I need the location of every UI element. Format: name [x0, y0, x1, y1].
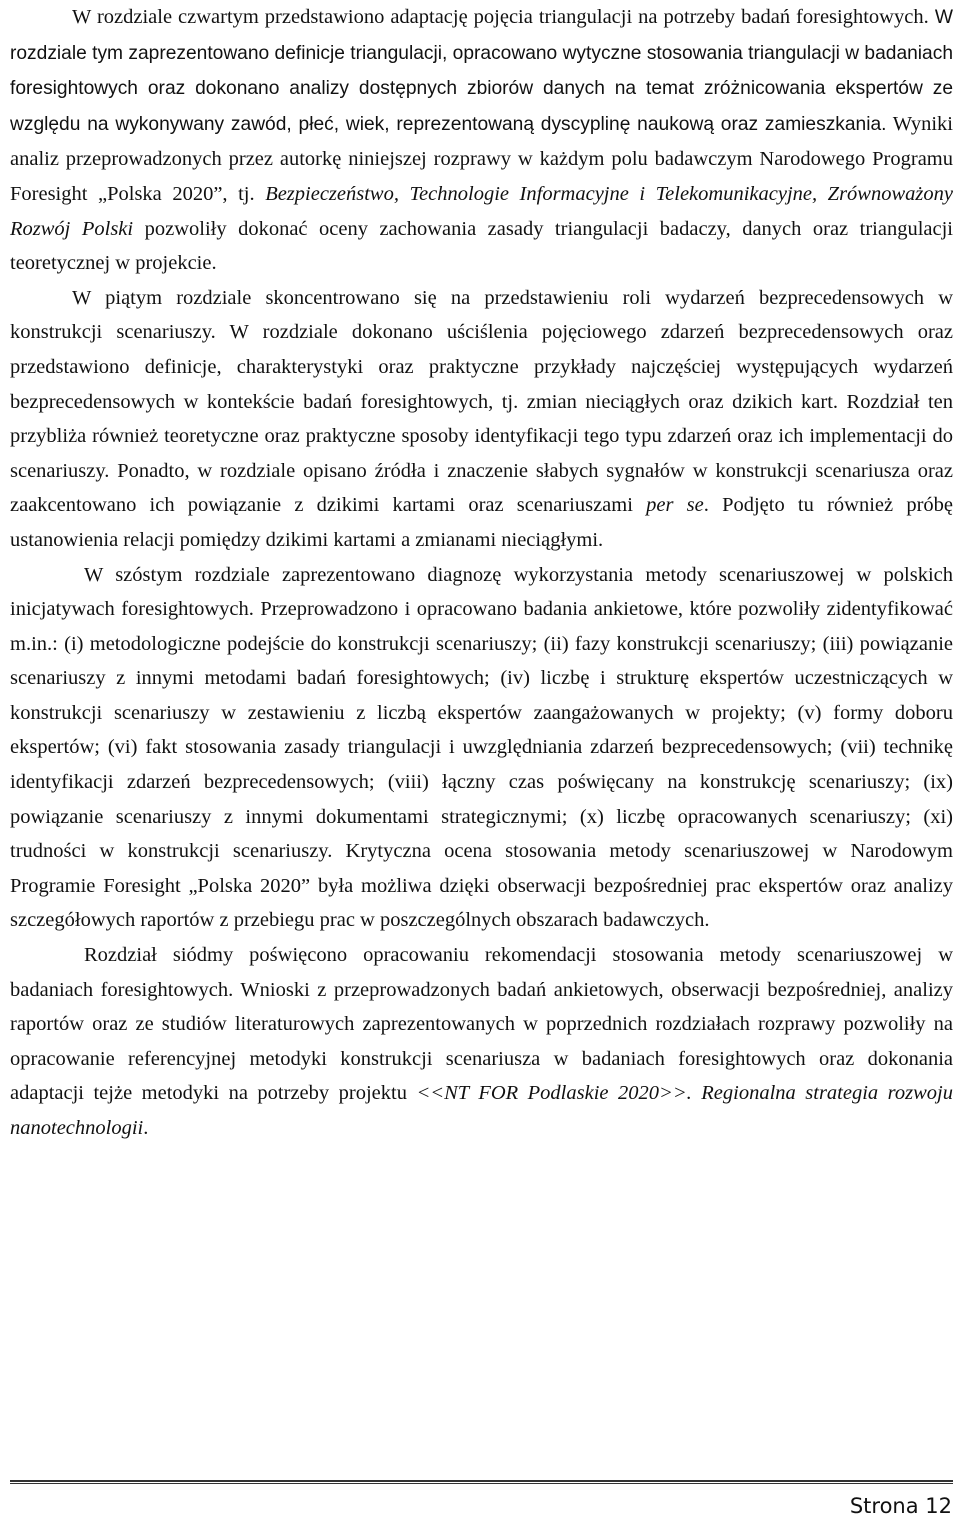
page-number: Strona 12 — [849, 1494, 952, 1518]
paragraph-chapter-five-per-se: per se — [646, 494, 704, 517]
footer-divider — [10, 1480, 953, 1484]
paragraph-chapter-four-body: W rozdziale tym zaprezentowano definicje triangulacji, opracowano wytyczne stosowania triangulacji w badaniach foresightowych oraz dokonano analizy dostępnych zbiorów danych na temat zróżnicowania ekspertów ze względu na wykonywany zawód, płeć, wiek, reprezentowaną dyscyplinę naukową oraz zamieszkania. — [10, 7, 953, 135]
paragraph-chapter-six: W szóstym rozdziale zaprezentowano diagnozę wykorzystania metody scenariuszowej w polskich inicjatywach foresightowych. Przeprowadzono i opracowano badania ankietowe, które pozwoliły zidentyfikować m.in.: (i) metodologiczne podejście do konstrukcji scenariuszy; (ii) fazy konstrukcji scenariuszy; (iii) powiązanie scenariuszy z innymi metodami badań foresightowych; (iv) liczbę i strukturę ekspertów uczestniczących w konstrukcji scenariuszy w zestawieniu z liczbą ekspertów zaangażowanych w projekty; (v) formy doboru ekspertów; (vi) fakt stosowania zasady triangulacji i uwzględniania zdarzeń bezprecedensowych; (vii) technikę identyfikacji zdarzeń bezprecedensowych; (viii) łączny czas poświęcany na konstrukcję scenariuszy; (ix) powiązanie scenariuszy z innymi dokumentami strategicznymi; (x) liczbę opracowanych scenariuszy; (xi) trudności w konstrukcji scenariuszy. Krytyczna ocena stosowania metody scenariuszowej w Narodowym Programie Foresight „Polska 2020” była możliwa dzięki obserwacji bezpośredniej prac ekspertów oraz analizy szczegółowych raportów z przebiegu prac w poszczególnych obszarach badawczych. — [10, 563, 953, 932]
paragraph-chapter-four-fields: Bezpieczeństwo, Technologie Informacyjne i Telekomunikacyjne, Zrównoważony Rozwój Polski — [10, 182, 953, 240]
paragraph-chapter-four — [10, 0, 953, 281]
paragraph-chapter-five — [10, 281, 953, 558]
document-page — [10, 0, 953, 1146]
paragraph-chapter-five-body: W piątym rozdziale skoncentrowano się na przedstawieniu roli wydarzeń bezprecedensowych w konstrukcji scenariuszy. W rozdziale dokonano uściślenia pojęciowego zdarzeń bezprecedensowych oraz przedstawiono definicje, charakterystyki oraz praktyczne przykłady najczęściej występujących wydarzeń bezprecedensowych w kontekście badań foresightowych, tj. zmian nieciągłych oraz dzikich kart. Rozdział ten przybliża również teoretyczne oraz praktyczne sposoby identyfikacji tego typu zdarzeń oraz ich implementacji do scenariuszy. Ponadto, w rozdziale opisano źródła i znaczenie słabych sygnałów w konstrukcji scenariusza oraz zaakcentowano ich powiązanie z dzikimi kartami oraz scenariuszami — [10, 286, 953, 517]
paragraph-chapter-four-intro: W rozdziale czwartym przedstawiono adaptację pojęcia triangulacji na potrzeby badań foresightowych. — [72, 6, 929, 28]
paragraph-chapter-seven — [10, 938, 953, 1146]
paragraph-chapter-seven-end: . — [143, 1117, 149, 1139]
paragraph-chapter-five-end: . Podjęto tu również próbę ustanowienia relacji pomiędzy dzikimi kartami a zmianami nieciągłymi. — [10, 494, 953, 551]
paragraph-chapter-four-conclusion: pozwoliły dokonać oceny zachowania zasady triangulacji badaczy, danych oraz triangulacji teoretycznej w projekcie. — [10, 217, 953, 275]
paragraph-chapter-four-results: Wyniki analiz przeprowadzonych przez autorkę niniejszej rozprawy w każdym polu badawczym Narodowego Programu Foresight „Polska 2020”, tj. — [10, 112, 953, 205]
paragraph-chapter-seven-project-title: <<NT FOR Podlaskie 2020>>. Regionalna strategia rozwoju nanotechnologii — [10, 1082, 953, 1139]
paragraph-chapter-seven-body: Rozdział siódmy poświęcono opracowaniu rekomendacji stosowania metody scenariuszowej w badaniach foresightowych. Wnioski z przeprowadzonych badań ankietowych, obserwacji bezpośredniej, analizy raportów oraz ze studiów literaturowych zaprezentowanych w poprzednich rozdziałach rozprawy pozwoliły na opracowanie referencyjnej metodyki konstrukcji scenariusza w badaniach foresightowych oraz dokonania adaptacji tejże metodyki na potrzeby projektu — [10, 944, 953, 1105]
